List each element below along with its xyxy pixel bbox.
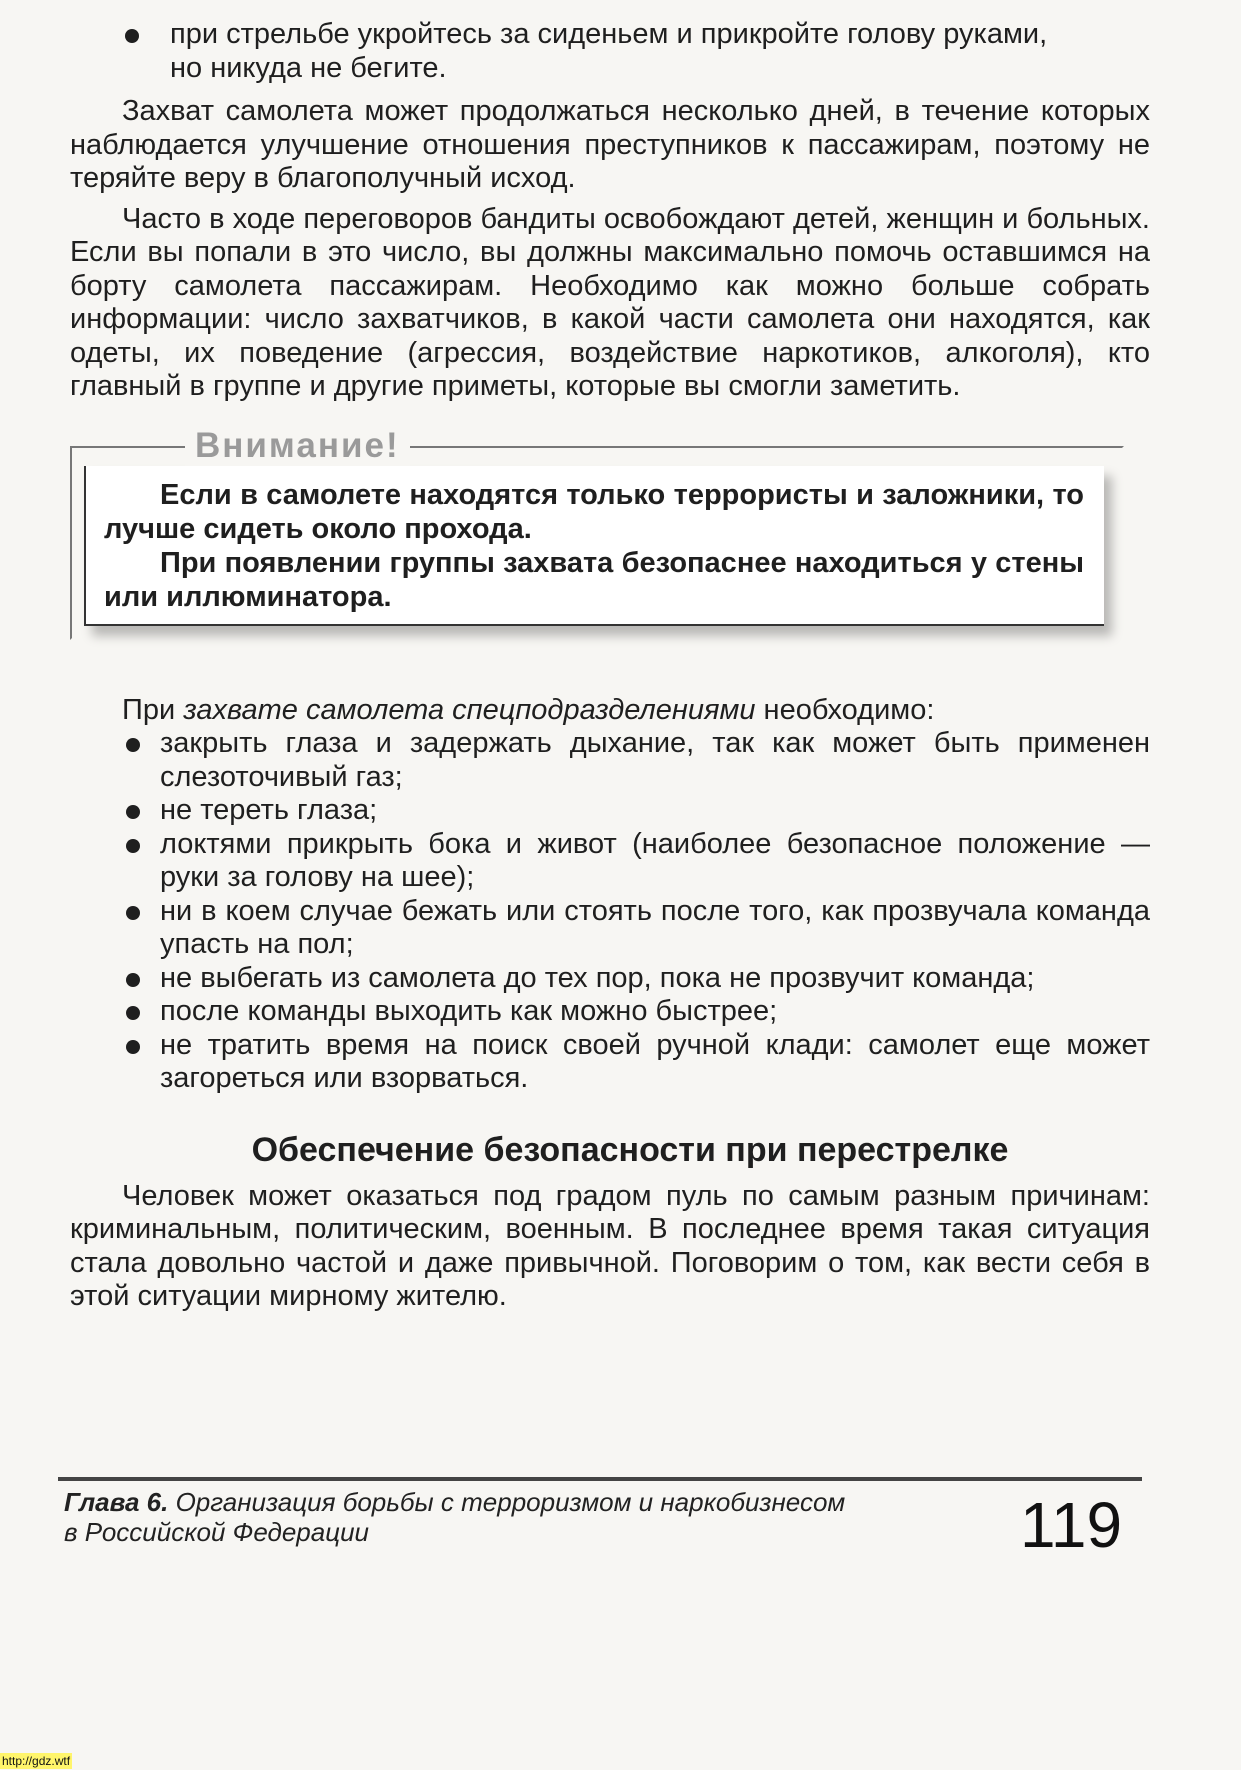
capture-intro [70,694,1150,728]
capture-suffix: необходимо: [755,693,935,726]
attention-title: Внимание! [185,426,410,466]
attention-text-2: При появлении группы захвата безопаснее находиться у стены или иллюминатора. [104,546,1084,613]
attention-callout [70,425,1120,676]
paragraph-release-info: Часто в ходе переговоров бандиты освобождают детей, женщин и больных. Если вы попали в это число, вы должны максимально помочь оставшимся на борту самолета пассажирам. Необходимо как можно больше собрать информации: число захватчиков, в какой части самолета они находятся, как одеты, их поведение (агрессия, воздействие наркотиков, алкоголя), кто главный в группе и другие приметы, которые вы смогли заметить. [70,202,1150,402]
intro-bullet-line2: но никуда не бегите. [170,51,447,84]
intro-bullet-line1: при стрельбе укройтесь за сиденьем и прикройте голову руками, [170,18,1048,50]
attention-box [84,466,1104,626]
attention-text-1: Если в самолете находятся только террористы и заложники, то лучше сидеть около прохода. [104,478,1084,545]
paragraph-hijack-duration: Захват самолета может продолжаться несколько дней, в течение которых наблюдается улучшение отношения преступников к пассажирам, поэтому не теряйте веру в благополучный исход. [70,95,1150,194]
list-item: не тратить время на поиск своей ручной клади: самолет еще может загореться или взорваться. [70,1029,1150,1096]
chapter-label: Глава 6. [64,1487,169,1517]
list-item [70,18,1150,85]
capture-instructions-list [70,727,1150,1096]
page-number: 119 [1020,1489,1123,1561]
intro-bullet-list [70,18,1150,85]
footer-rule [58,1477,1142,1481]
chapter-title-line2: в Российской Федерации [64,1517,370,1547]
section-paragraph: Человек может оказаться под градом пуль по самым разным причинам: криминальным, политическим, военным. В последнее время такая ситуация стала довольно частой и даже привычной. Поговорим о том, как вести себя в этой ситуации мирному жителю. [70,1179,1150,1312]
list-item: не выбегать из самолета до тех пор, пока не прозвучит команда; [70,962,1150,996]
capture-section [70,694,1150,1096]
section-heading: Обеспечение безопасности при перестрелке [251,1130,1009,1169]
list-item: не тереть глаза; [70,794,1150,828]
list-item: после команды выходить как можно быстрее; [70,995,1150,1029]
list-item: локтями прикрыть бока и живот (наиболее безопасное положение — руки за голову на шее); [70,828,1150,895]
list-item: ни в коем случае бежать или стоять после того, как прозвучала команда упасть на пол; [70,895,1150,962]
capture-prefix: При [122,693,184,726]
textbook-page [70,18,1150,1314]
chapter-footer [64,1487,964,1547]
list-item: закрыть глаза и задержать дыхание, так как может быть применен слезоточивый газ; [70,727,1150,794]
capture-emphasis: захвате самолета спецподразделениями [183,693,756,726]
chapter-title-line1: Организация борьбы с терроризмом и наркобизнесом [168,1487,846,1517]
watermark: http://gdz.wtf [2,1754,71,1768]
